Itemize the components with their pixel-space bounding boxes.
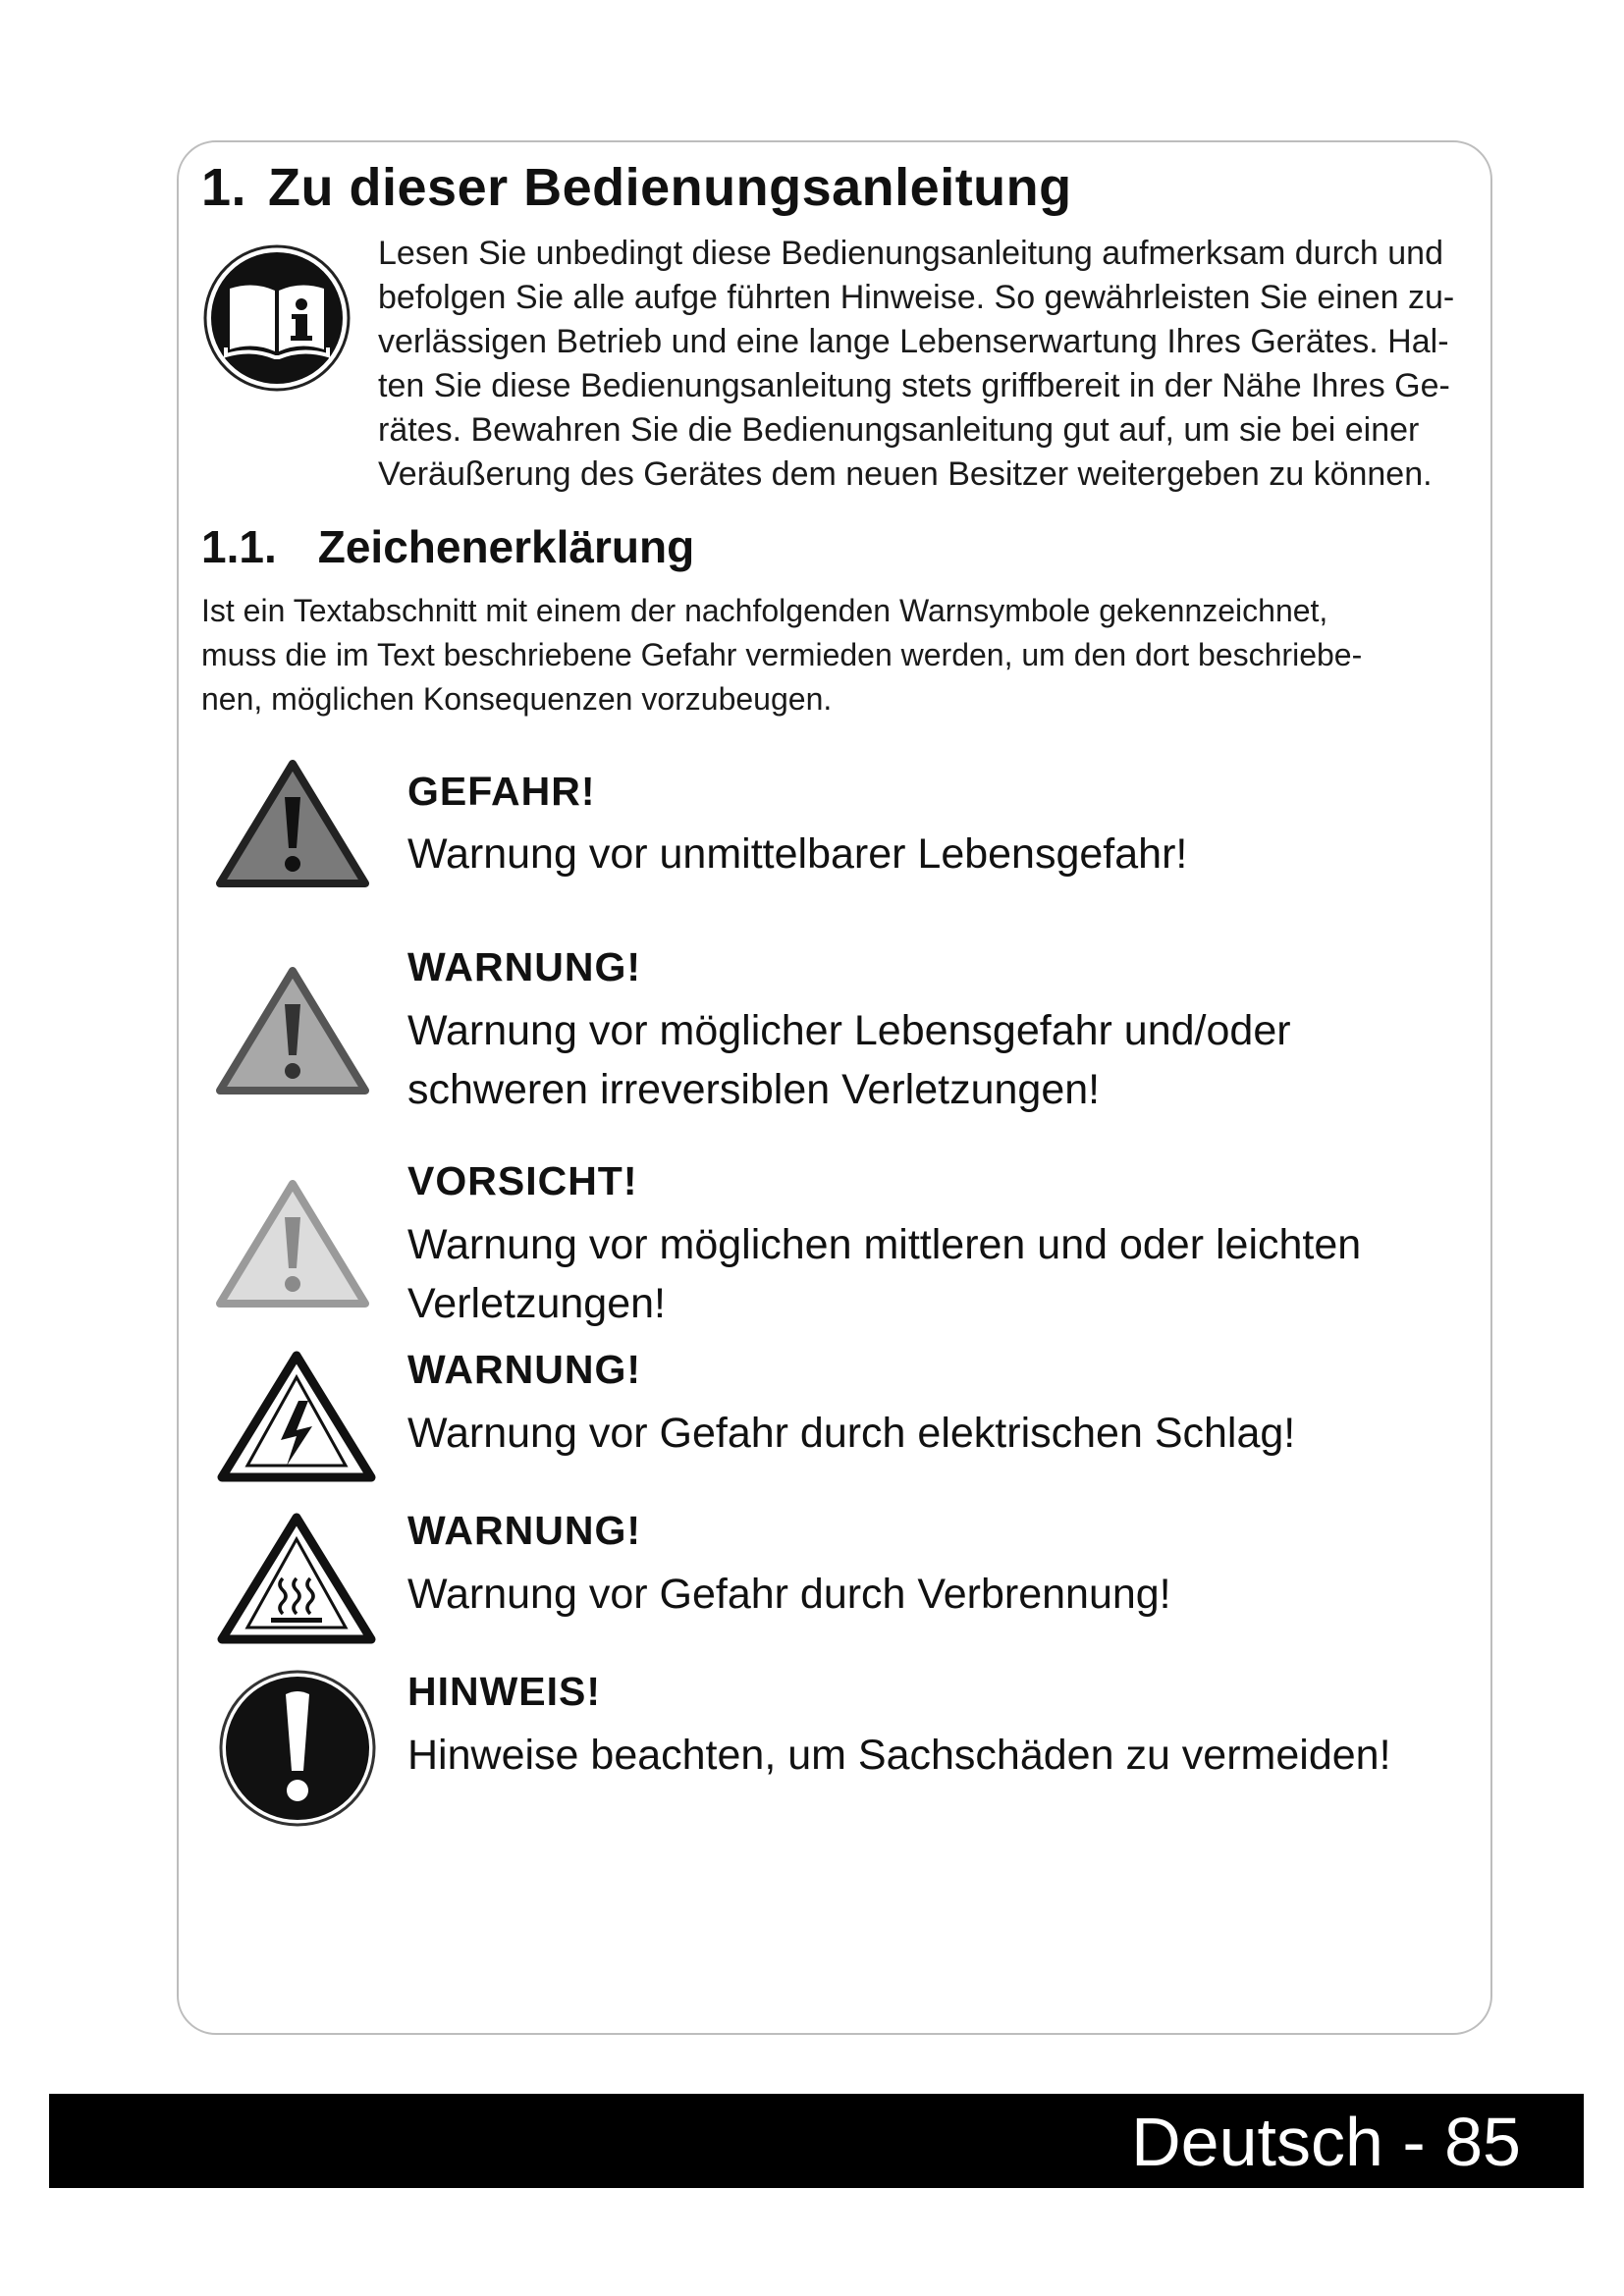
symbol-text-line: schweren irreversiblen Verletzungen! xyxy=(407,1066,1101,1113)
symbol-text-line: Warnung vor unmittelbarer Lebensgefahr! xyxy=(407,830,1188,878)
symbol-text-line: Warnung vor möglichen mittleren und oder leichten xyxy=(407,1221,1362,1268)
subsection-heading xyxy=(201,520,694,573)
symbol-title-notice: HINWEIS! xyxy=(407,1669,602,1714)
symbol-title-burn: WARNUNG! xyxy=(407,1508,642,1553)
intro-line: verlässigen Betrieb und eine lange Lebenserwartung Ihres Gerätes. Hal- xyxy=(378,323,1449,360)
symbol-title-caution: VORSICHT! xyxy=(407,1158,638,1203)
section-number: 1. xyxy=(201,158,247,217)
subsection-number: 1.1. xyxy=(201,521,277,572)
section-title: Zu dieser Bedienungsanleitung xyxy=(268,158,1072,217)
electric-shock-icon xyxy=(216,1350,377,1485)
intro-line: befolgen Sie alle aufge führten Hinweise. So gewährleisten Sie einen zu- xyxy=(378,279,1455,316)
symbol-text-line: Hinweise beachten, um Sachschäden zu vermeiden! xyxy=(407,1732,1391,1779)
lead-line: muss die im Text beschriebene Gefahr vermieden werden, um den dort beschriebe- xyxy=(201,637,1363,672)
section-heading xyxy=(201,157,1072,218)
symbol-text-line: Warnung vor Gefahr durch Verbrennung! xyxy=(407,1571,1171,1618)
hot-surface-icon xyxy=(216,1512,377,1647)
danger-triangle-icon xyxy=(214,758,371,891)
manual-info-icon xyxy=(202,243,352,393)
caution-triangle-icon xyxy=(214,1178,371,1311)
intro-paragraph xyxy=(378,232,1483,497)
symbol-text-notice xyxy=(407,1726,1488,1785)
notice-exclamation-icon xyxy=(218,1669,377,1828)
symbol-text-danger xyxy=(407,825,1488,883)
symbol-text-line: Verletzungen! xyxy=(407,1280,666,1327)
intro-line: Lesen Sie unbedingt diese Bedienungsanleitung aufmerksam durch und xyxy=(378,235,1443,272)
page-footer-label: Deutsch - 85 xyxy=(1131,2104,1521,2180)
symbol-title-electric: WARNUNG! xyxy=(407,1347,642,1392)
lead-line: nen, möglichen Konsequenzen vorzubeugen. xyxy=(201,681,833,717)
symbol-title-warning: WARNUNG! xyxy=(407,944,642,989)
intro-line: ten Sie diese Bedienungsanleitung stets griffbereit in der Nähe Ihres Ge- xyxy=(378,367,1450,404)
symbol-text-line: Warnung vor Gefahr durch elektrischen Schlag! xyxy=(407,1410,1296,1457)
symbols-lead-paragraph xyxy=(201,589,1488,721)
symbol-text-line: Warnung vor möglicher Lebensgefahr und/oder xyxy=(407,1007,1291,1054)
subsection-title: Zeichenerklärung xyxy=(317,521,695,572)
symbol-text-warning xyxy=(407,1001,1488,1119)
lead-line: Ist ein Textabschnitt mit einem der nachfolgenden Warnsymbole gekennzeichnet, xyxy=(201,593,1328,628)
intro-line: rätes. Bewahren Sie die Bedienungsanleitung gut auf, um sie bei einer xyxy=(378,411,1420,449)
symbol-title-danger: GEFAHR! xyxy=(407,769,596,814)
symbol-text-electric xyxy=(407,1404,1488,1463)
symbol-text-caution xyxy=(407,1215,1488,1333)
symbol-text-burn xyxy=(407,1565,1488,1624)
warning-triangle-icon xyxy=(214,965,371,1098)
intro-line: Veräußerung des Gerätes dem neuen Besitzer weitergeben zu können. xyxy=(378,455,1433,493)
